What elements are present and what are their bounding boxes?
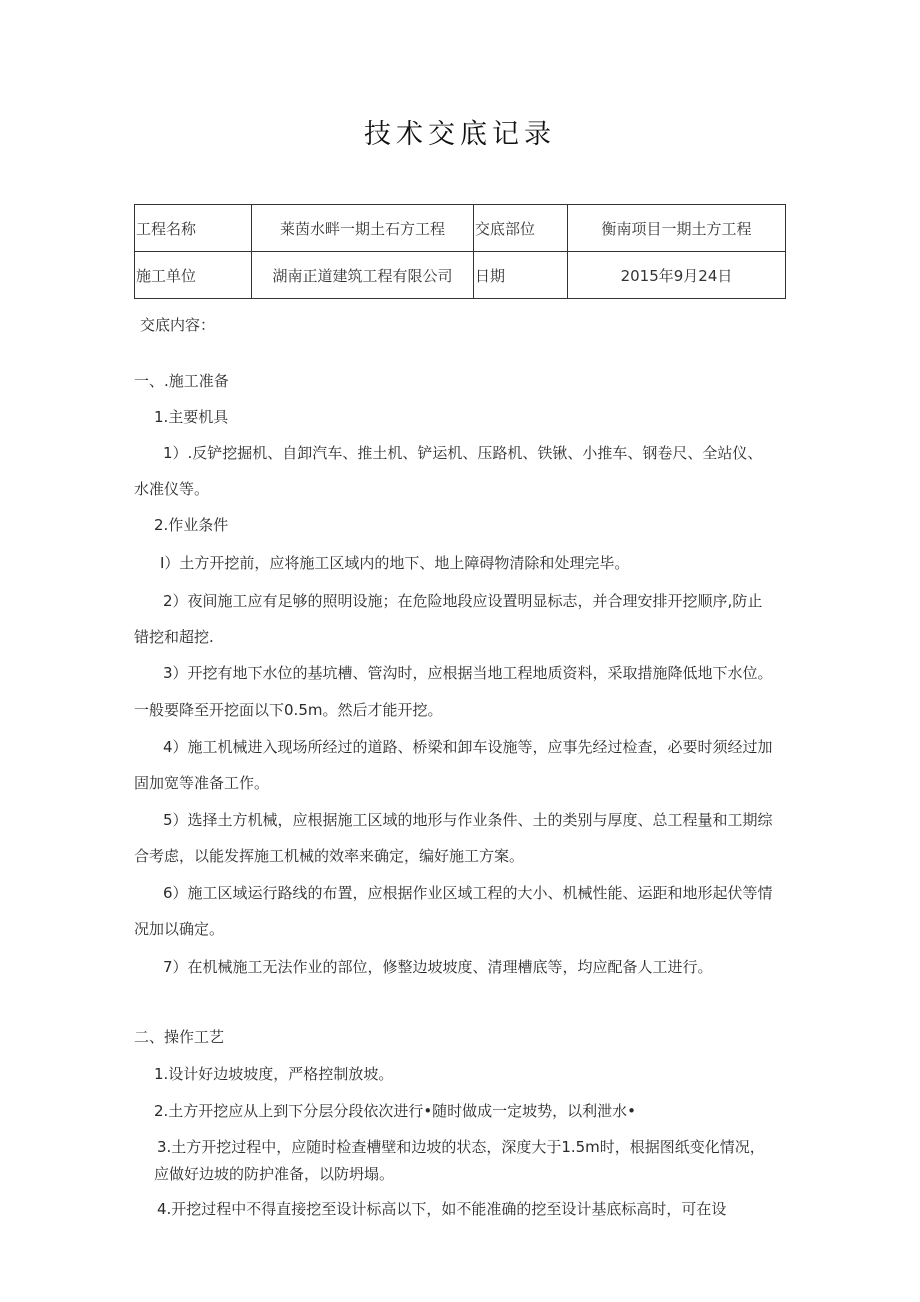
table-row <box>135 205 786 252</box>
paragraph-line: 水准仪等。 <box>134 480 210 498</box>
date-value: 2015年9月24日 <box>568 252 786 299</box>
paragraph-line: 固加宽等准备工作。 <box>134 774 270 792</box>
paragraph-line: 1.设计好边坡坡度，严格控制放坡。 <box>154 1065 394 1083</box>
paragraph-line: 合考虑，以能发挥施工机械的效率来确定，编好施工方案。 <box>134 847 525 865</box>
page-title: 技术交底记录 <box>364 119 556 150</box>
sub-heading-tools: 1.主要机具 <box>154 408 229 426</box>
handover-part-value: 衡南项目一期土方工程 <box>568 205 786 252</box>
paragraph-line: 4.开挖过程中不得直接挖至设计标高以下，如不能准确的挖至设计基底标高时，可在设 <box>157 1200 727 1218</box>
paragraph-line: 2.土方开挖应从上到下分层分段依次进行•随时做成一定坡势，以利泄水• <box>154 1102 637 1120</box>
paragraph-line: 错挖和超挖. <box>134 628 214 646</box>
table-row <box>135 252 786 299</box>
paragraph-line: 1）.反铲挖掘机、自卸汽车、推土机、铲运机、压路机、铁锹、小推车、钢卷尺、全站仪、 <box>163 444 763 462</box>
paragraph-line: 6）施工区域运行路线的布置，应根据作业区域工程的大小、机械性能、运距和地形起伏等情 <box>163 884 773 902</box>
date-label: 日期 <box>474 252 568 299</box>
contractor-value: 湖南正道建筑工程有限公司 <box>252 252 474 299</box>
paragraph-line: I）土方开挖前，应将施工区域内的地下、地上障碍物清除和处理完毕。 <box>160 554 630 572</box>
paragraph-line: 3）开挖有地下水位的基坑槽、管沟时，应根据当地工程地质资料，采取措施降低地下水位。 <box>163 664 773 682</box>
handover-part-label: 交底部位 <box>474 205 568 252</box>
paragraph-line: 一般要降至开挖面以下0.5m。然后才能开挖。 <box>134 701 443 719</box>
section2-heading: 二、操作工艺 <box>134 1028 225 1046</box>
project-name-label: 工程名称 <box>135 205 252 252</box>
sub-heading-conditions: 2.作业条件 <box>154 516 229 534</box>
paragraph-line: 3.土方开挖过程中，应随时检查槽壁和边坡的状态，深度大于1.5m时，根据图纸变化情况， <box>157 1138 765 1156</box>
project-name-value: 莱茵水畔一期土石方工程 <box>252 205 474 252</box>
paragraph-line: 2）夜间施工应有足够的照明设施；在危险地段应设置明显标志，并合理安排开挖顺序,防止 <box>163 592 763 610</box>
paragraph-line: 4）施工机械进入现场所经过的道路、桥梁和卸车设施等，应事先经过检查，必要时须经过加 <box>163 738 773 756</box>
paragraph-line: 7）在机械施工无法作业的部位，修整边坡坡度、清理槽底等，均应配备人工进行。 <box>163 958 713 976</box>
paragraph-line: 5）选择土方机械，应根据施工区域的地形与作业条件、土的类别与厚度、总工程量和工期综 <box>163 811 773 829</box>
info-table <box>134 204 786 299</box>
paragraph-line: 应做好边坡的防护准备，以防坍塌。 <box>154 1165 395 1183</box>
section1-heading: 一、.施工准备 <box>134 372 229 390</box>
contractor-label: 施工单位 <box>135 252 252 299</box>
content-label: 交底内容： <box>140 316 216 334</box>
paragraph-line: 况加以确定。 <box>134 920 225 938</box>
